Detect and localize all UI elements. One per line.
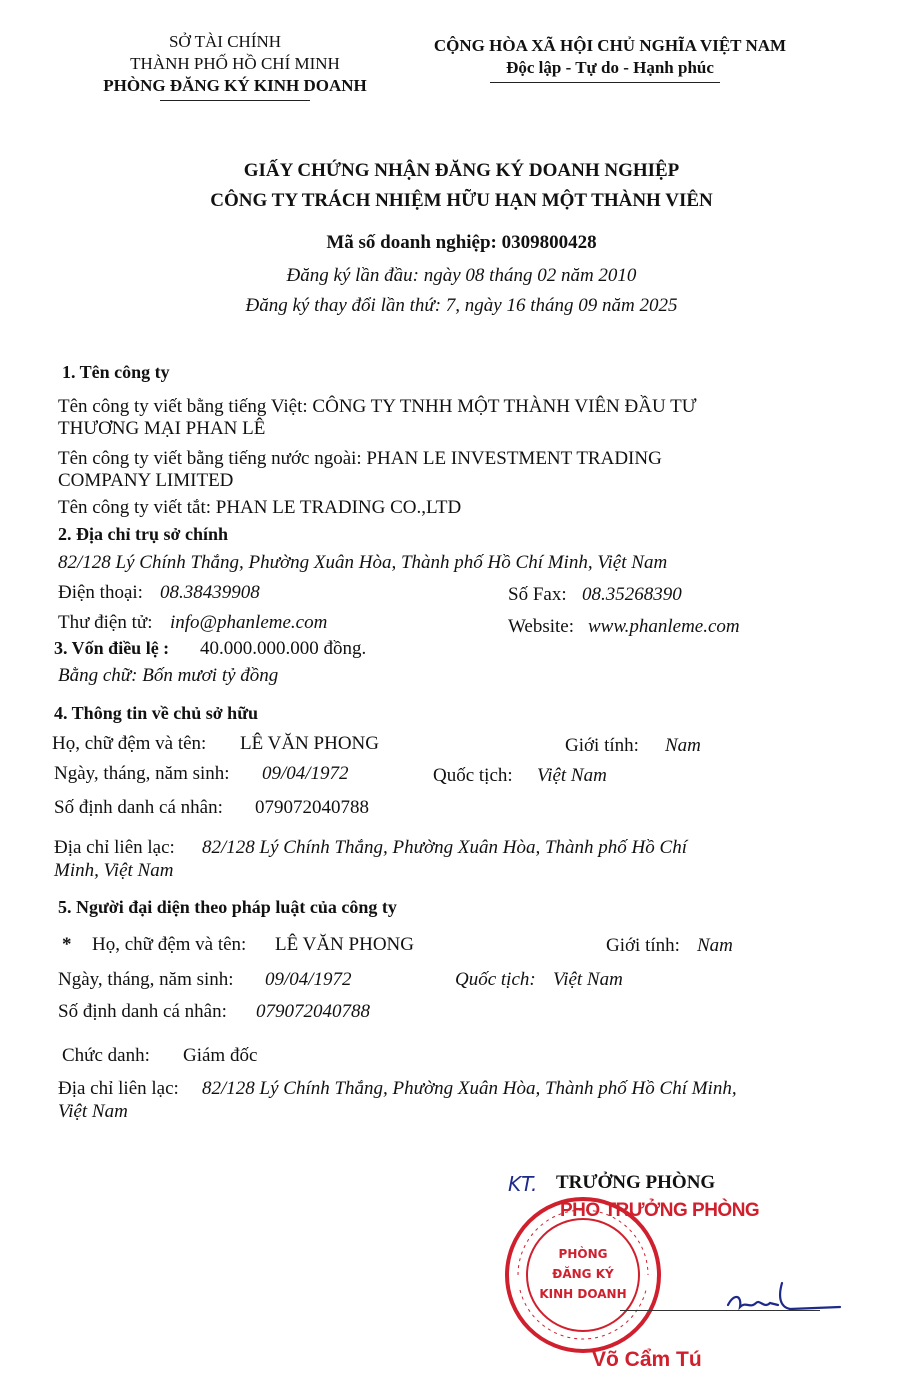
owner-gender-value: Nam bbox=[665, 735, 701, 756]
rep-position-label: Chức danh: bbox=[62, 1045, 150, 1066]
rep-nationality-label: Quốc tịch: bbox=[455, 969, 536, 990]
email-label: Thư điện tử: bbox=[58, 612, 153, 633]
phone-label: Điện thoại: bbox=[58, 582, 143, 603]
rep-position-value: Giám đốc bbox=[183, 1045, 258, 1066]
owner-nationality-label: Quốc tịch: bbox=[433, 765, 513, 786]
rep-name-value: LÊ VĂN PHONG bbox=[275, 934, 414, 955]
phone-value: 08.38439908 bbox=[160, 582, 260, 603]
website-label: Website: bbox=[508, 616, 575, 637]
owner-nationality-value: Việt Nam bbox=[537, 765, 607, 786]
owner-address-line1: 82/128 Lý Chính Thắng, Phường Xuân Hòa, Thành phố Hồ Chí bbox=[202, 837, 687, 858]
owner-address-label: Địa chỉ liên lạc: bbox=[54, 837, 175, 858]
svg-text:KINH DOANH: KINH DOANH bbox=[539, 1287, 627, 1301]
email-value: info@phanleme.com bbox=[170, 612, 328, 633]
owner-name-value: LÊ VĂN PHONG bbox=[240, 733, 379, 754]
header-right-underline bbox=[490, 82, 720, 83]
section3-heading: 3. Vốn điều lệ : bbox=[54, 638, 170, 658]
rep-address-line2: Việt Nam bbox=[58, 1101, 128, 1122]
rep-dob-value: 09/04/1972 bbox=[265, 969, 352, 990]
owner-dob-value: 09/04/1972 bbox=[262, 763, 349, 784]
section5-heading: 5. Người đại diện theo pháp luật của công ty bbox=[58, 897, 397, 917]
signer-name: Võ Cẩm Tú bbox=[592, 1348, 702, 1371]
vn-name-line2: THƯƠNG MẠI PHAN LÊ bbox=[58, 418, 266, 439]
fax-label: Số Fax: bbox=[508, 584, 567, 605]
representative-bullet: * bbox=[62, 934, 72, 955]
rep-gender-label: Giới tính: bbox=[606, 935, 680, 956]
rep-gender-value: Nam bbox=[697, 935, 733, 956]
section1-heading: 1. Tên công ty bbox=[62, 362, 170, 382]
fax-value: 08.35268390 bbox=[582, 584, 682, 605]
section2-heading: 2. Địa chỉ trụ sở chính bbox=[58, 524, 228, 544]
rep-id-label: Số định danh cá nhân: bbox=[58, 1001, 227, 1022]
foreign-name-line1: Tên công ty viết bằng tiếng nước ngoài: PHAN LE INVESTMENT TRADING bbox=[58, 448, 662, 469]
document-title-line2: CÔNG TY TRÁCH NHIỆM HỮU HẠN MỘT THÀNH VIÊN bbox=[210, 190, 713, 211]
enterprise-code: Mã số doanh nghiệp: 0309800428 bbox=[326, 232, 597, 253]
charter-capital-value: 40.000.000.000 đồng. bbox=[200, 638, 367, 659]
header-left-line1: SỞ TÀI CHÍNH bbox=[168, 32, 282, 51]
rep-dob-label: Ngày, tháng, năm sinh: bbox=[58, 969, 234, 990]
header-left-line3: PHÒNG ĐĂNG KÝ KINH DOANH bbox=[103, 76, 367, 95]
deputy-title: PHÓ TRƯỞNG PHÒNG bbox=[560, 1200, 760, 1221]
handwritten-signature bbox=[720, 1275, 850, 1325]
signature-title: TRƯỞNG PHÒNG bbox=[556, 1172, 716, 1193]
signature-line bbox=[620, 1310, 820, 1311]
vn-name-line1: Tên công ty viết bằng tiếng Việt: CÔNG TY TNHH MỘT THÀNH VIÊN ĐẦU TƯ bbox=[58, 396, 697, 417]
document-title-line1: GIẤY CHỨNG NHẬN ĐĂNG KÝ DOANH NGHIỆP bbox=[243, 160, 680, 181]
header-right-line2: Độc lập - Tự do - Hạnh phúc bbox=[506, 58, 714, 77]
rep-address-label: Địa chỉ liên lạc: bbox=[58, 1078, 179, 1099]
rep-name-label: Họ, chữ đệm và tên: bbox=[92, 934, 247, 955]
rep-nationality-value: Việt Nam bbox=[553, 969, 623, 990]
short-name: Tên công ty viết tắt: PHAN LE TRADING CO.,LTD bbox=[58, 497, 462, 518]
kt-mark: KT. bbox=[508, 1172, 538, 1196]
rep-id-value: 079072040788 bbox=[256, 1001, 370, 1022]
first-registration: Đăng ký lần đầu: ngày 08 tháng 02 năm 2010 bbox=[286, 265, 637, 286]
owner-gender-label: Giới tính: bbox=[565, 735, 639, 756]
change-registration: Đăng ký thay đổi lần thứ: 7, ngày 16 tháng 09 năm 2025 bbox=[245, 295, 678, 316]
section4-heading: 4. Thông tin về chủ sở hữu bbox=[54, 703, 259, 723]
owner-dob-label: Ngày, tháng, năm sinh: bbox=[54, 763, 230, 784]
header-right-line1: CỘNG HÒA XÃ HỘI CHỦ NGHĨA VIỆT NAM bbox=[433, 36, 787, 55]
rep-address-line1: 82/128 Lý Chính Thắng, Phường Xuân Hòa, Thành phố Hồ Chí Minh, bbox=[202, 1078, 737, 1099]
header-left-line2: THÀNH PHỐ HỒ CHÍ MINH bbox=[130, 54, 340, 73]
website-value: www.phanleme.com bbox=[588, 616, 740, 637]
foreign-name-line2: COMPANY LIMITED bbox=[58, 470, 234, 491]
svg-text:PHÒNG: PHÒNG bbox=[558, 1247, 608, 1261]
owner-name-label: Họ, chữ đệm và tên: bbox=[52, 733, 207, 754]
header-left-underline bbox=[160, 100, 310, 101]
svg-text:ĐĂNG KÝ: ĐĂNG KÝ bbox=[552, 1267, 614, 1281]
owner-address-line2: Minh, Việt Nam bbox=[54, 860, 174, 881]
owner-id-value: 079072040788 bbox=[255, 797, 369, 818]
owner-id-label: Số định danh cá nhân: bbox=[54, 797, 223, 818]
charter-capital-words: Bằng chữ: Bốn mươi tỷ đồng bbox=[58, 665, 279, 686]
head-office-address: 82/128 Lý Chính Thắng, Phường Xuân Hòa, Thành phố Hồ Chí Minh, Việt Nam bbox=[58, 552, 668, 573]
